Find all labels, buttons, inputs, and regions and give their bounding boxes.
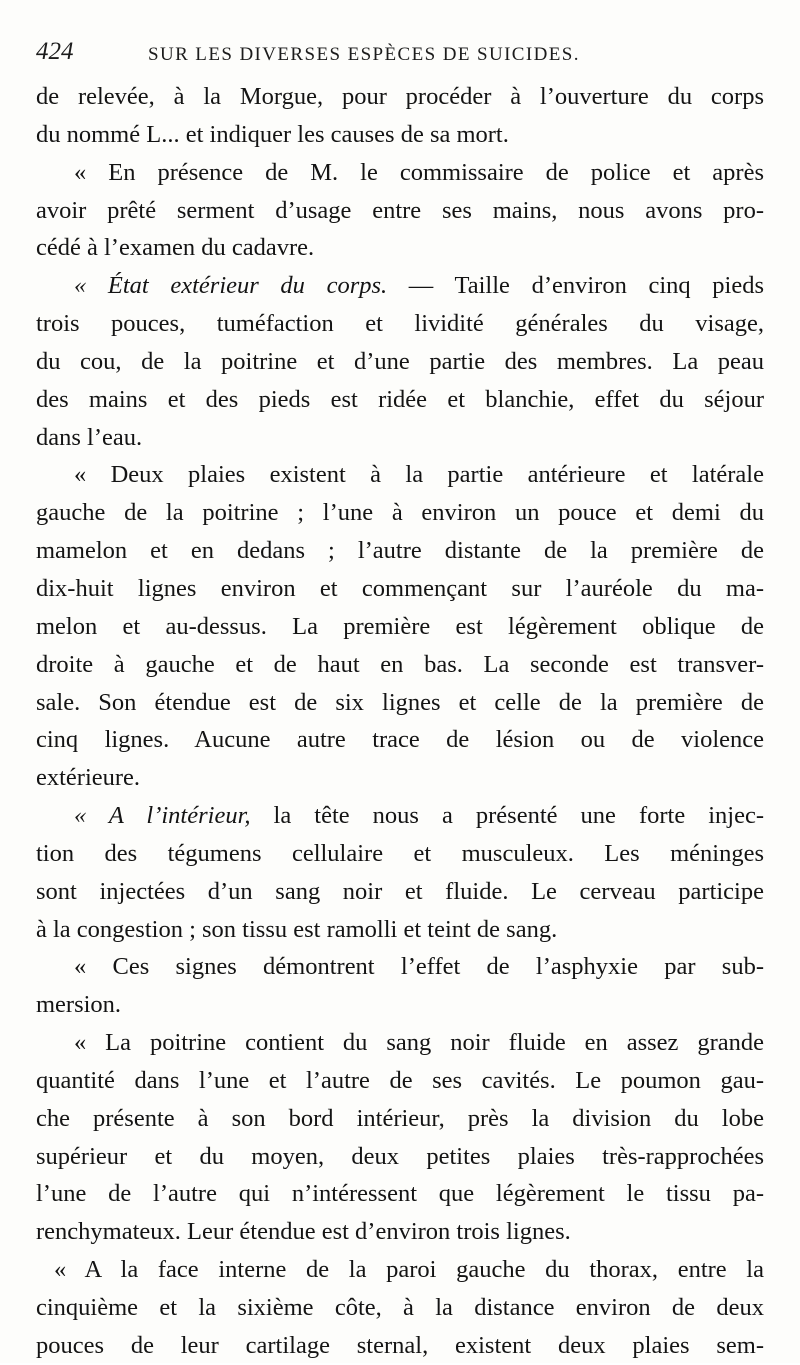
body-text (36, 78, 764, 1365)
text-line: che présente à son bord intérieur, près la division du lobe (36, 1104, 764, 1132)
line-text: la tête nous a présenté une forte injec- (250, 802, 764, 830)
text-line: des mains et des pieds est ridée et blanchie, effet du séjour (36, 385, 764, 413)
text-line: cinq lignes. Aucune autre trace de lésion ou de violence (36, 726, 764, 754)
text-line: « Ces signes démontrent l’effet de l’asphyxie par sub- (74, 953, 764, 981)
text-line: mersion. (36, 991, 122, 1019)
text-line: mamelon et en dedans ; l’autre distante de la première de (36, 537, 764, 565)
page-number: 424 (36, 38, 74, 65)
text-line (36, 267, 764, 305)
text-line: cédé à l’examen du cadavre. (36, 234, 315, 262)
text-line: avoir prêté serment d’usage entre ses mains, nous avons pro- (36, 196, 764, 224)
text-line: « Deux plaies existent à la partie antérieure et latérale (74, 461, 764, 489)
text-line: du nommé L... et indiquer les causes de sa mort. (36, 120, 509, 148)
text-line: l’une de l’autre qui n’intéressent que légèrement le tissu pa- (36, 1180, 764, 1208)
text-line: de relevée, à la Morgue, pour procéder à l’ouverture du corps (36, 83, 764, 110)
text-line: « La poitrine contient du sang noir fluide en assez grande (74, 1029, 764, 1057)
text-line: pouces de leur cartilage sternal, existent deux plaies sem- (36, 1331, 764, 1359)
text-line: supérieur et du moyen, deux petites plaies très-rapprochées (36, 1142, 764, 1170)
italic-heading: « A l’intérieur, (74, 802, 251, 830)
text-line: du cou, de la poitrine et d’une partie des membres. La peau (36, 347, 764, 375)
text-line: droite à gauche et de haut en bas. La seconde est transver- (36, 650, 764, 678)
text-line: quantité dans l’une et l’autre de ses cavités. Le poumon gau- (36, 1066, 764, 1094)
text-line: tion des tégumens cellulaire et musculeux. Les méninges (36, 839, 764, 867)
text-line: sale. Son étendue est de six lignes et celle de la première de (36, 688, 764, 716)
italic-heading: « État extérieur du corps. (74, 272, 388, 300)
text-line: sont injectées d’un sang noir et fluide. Le cerveau participe (36, 877, 764, 905)
text-line: cinquième et la sixième côte, à la distance environ de deux (36, 1294, 764, 1321)
text-line: à la congestion ; son tissu est ramolli et teint de sang. (36, 915, 558, 943)
text-line: extérieure. (36, 764, 141, 792)
text-line: renchymateux. Leur étendue est d’environ trois lignes. (36, 1218, 571, 1246)
running-head: SUR LES DIVERSES ESPÈCES DE SUICIDES. (148, 44, 580, 65)
text-line: gauche de la poitrine ; l’une à environ un pouce et demi du (36, 499, 764, 527)
text-line: melon et au-dessus. La première est légèrement oblique de (36, 612, 764, 640)
page-header (36, 38, 766, 78)
text-line: dix-huit lignes environ et commençant sur l’auréole du ma- (36, 574, 764, 602)
line-text: — Taille d’environ cinq pieds (387, 272, 764, 300)
text-line (36, 797, 764, 835)
text-line: dans l’eau. (36, 423, 143, 451)
text-line: « En présence de M. le commissaire de police et après (74, 158, 764, 186)
text-line: trois pouces, tuméfaction et lividité générales du visage, (36, 310, 764, 338)
text-line: « A la face interne de la paroi gauche du thorax, entre la (54, 1256, 764, 1284)
